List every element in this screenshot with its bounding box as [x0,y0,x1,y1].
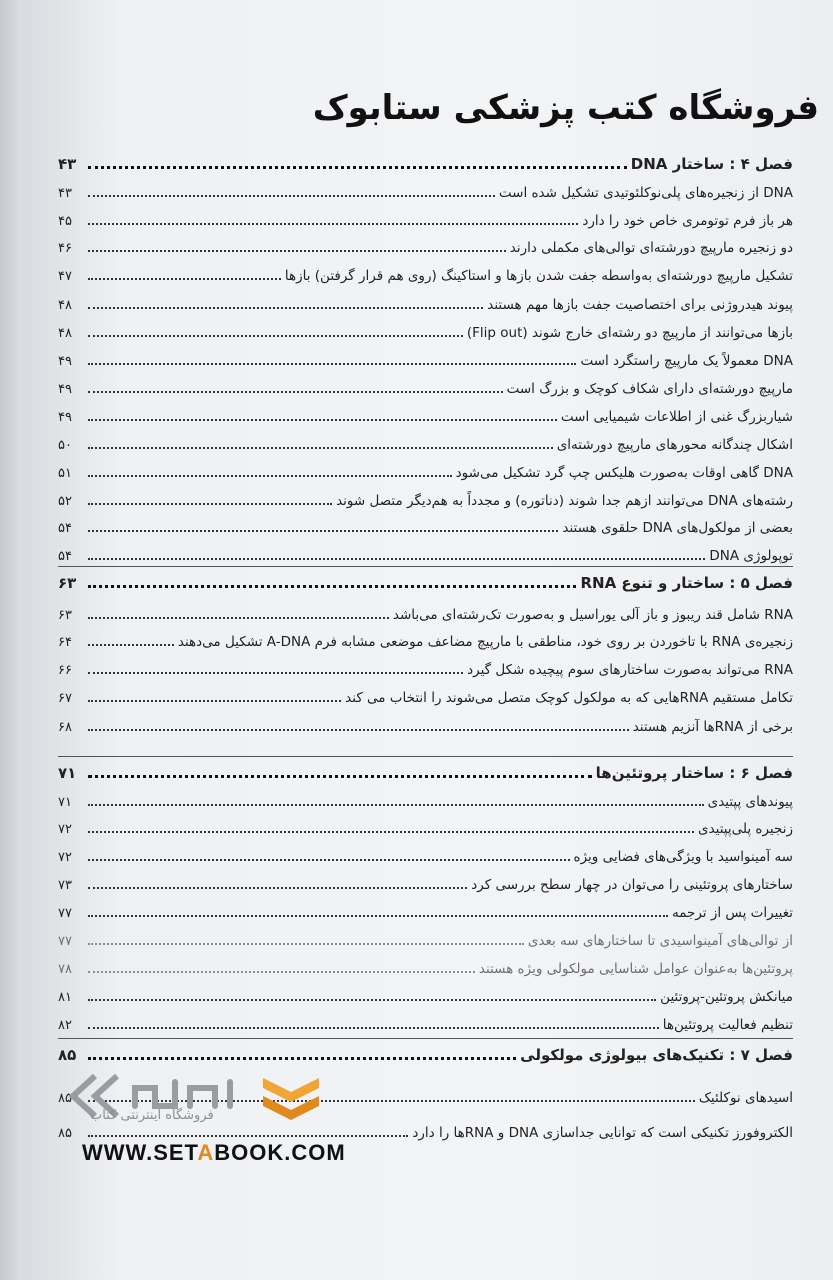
leader-dots [88,503,332,505]
page-number: ۴۸ [58,326,72,341]
toc-row [58,815,793,837]
toc-row [58,403,793,425]
chapter-title: فصل ۵ : ساختار و تنوع RNA [580,574,793,592]
leader-dots [88,672,463,674]
leader-dots [88,250,506,252]
watermark-url[interactable]: WWW.SETABOOK.COM [82,1140,346,1165]
page-number: ۴۳ [58,186,72,201]
section-title: تشکیل مارپیچ دورشته‌ای به‌واسطه جفت شدن بازها و استاکینگ (روی هم قرار گرفتن) بازها [284,268,793,284]
chapter-title: فصل ۶ : ساختار پروتئین‌ها [595,764,793,782]
section-title: تکامل مستقیم RNAهایی که به مولکول کوچک متصل می‌شوند را انتخاب می کند [345,690,793,706]
toc-row [58,319,793,341]
section-title: تنظیم فعالیت پروتئین‌ها [662,1017,793,1033]
page-number: ۴۵ [58,214,72,229]
leader-dots [88,166,627,169]
leader-dots [88,419,557,421]
leader-dots [88,475,452,477]
page-number: ۷۱ [58,764,77,782]
book-shape-icon [263,1078,319,1120]
toc-row [58,179,793,201]
page-binding-edge [0,0,22,1280]
toc-row [58,955,793,977]
toc-row [58,1011,793,1033]
section-title: رشته‌های DNA می‌توانند ازهم جدا شوند (دناتوره) و مجدداً به هم‌دیگر متصل شوند [336,493,793,509]
section-title: پیوند هیدروژنی برای اختصاصیت جفت بازها مهم هستند [487,297,793,313]
page-number: ۴۳ [58,155,77,173]
leader-dots [88,1027,659,1029]
toc-row [58,459,793,481]
section-title: هر باز فرم توتومری خاص خود را دارد [582,213,793,229]
leader-dots [88,223,578,225]
leader-dots [88,391,503,393]
leader-dots [88,943,524,945]
page-number: ۴۸ [58,298,72,313]
leader-dots [88,644,174,646]
toc-row [58,684,793,706]
leader-dots [88,804,704,806]
section-title: دو زنجیره مارپیچ دورشته‌ای توالی‌های مکملی دارند [509,240,793,256]
leader-dots [88,775,592,778]
leader-dots [88,363,576,365]
leader-dots [88,307,483,309]
toc-row [58,713,793,735]
toc-row [58,207,793,229]
page-number: ۶۶ [58,663,72,678]
page-number: ۴۹ [58,354,72,369]
setabook-wordmark-icon [135,1082,230,1106]
section-title: سه آمینواسید با ویژگی‌های فضایی ویژه [573,849,793,865]
page-number: ۸۵ [58,1126,72,1141]
page-number: ۷۱ [58,795,72,810]
leader-dots [88,278,281,280]
section-title: تغییرات پس از ترجمه [671,905,793,921]
toc-row [58,628,793,650]
page-number: ۶۳ [58,608,72,623]
leader-dots [88,859,570,861]
page-number: ۷۲ [58,850,72,865]
section-title: از توالی‌های آمینواسیدی تا ساختارهای سه بعدی [527,933,793,949]
page-number: ۸۵ [58,1046,77,1064]
chapter-title: فصل ۷ : تکنیک‌های بیولوژی مولکولی [520,1046,793,1064]
page-number: ۶۳ [58,574,77,592]
toc-row [58,487,793,509]
section-title: اسیدهای نوکلئیک [698,1090,793,1106]
leader-dots [88,195,495,197]
page-number: ۴۹ [58,410,72,425]
page-number: ۸۱ [58,990,72,1005]
section-title: شیاربزرگ غنی از اطلاعات شیمیایی است [560,409,793,425]
leader-dots [88,1135,408,1137]
toc-chapter-row [58,570,793,592]
section-title: برخی از RNAها آنزیم هستند [632,719,793,735]
toc-row [58,542,793,564]
page-number: ۷۷ [58,934,72,949]
toc-row [58,347,793,369]
leader-dots [88,700,341,702]
section-title: بازها می‌توانند از مارپیچ دو رشته‌ای خارج شوند (Flip out) [466,325,793,341]
page-number: ۵۱ [58,466,72,481]
section-title: DNA گاهی اوقات به‌صورت هلیکس چپ گرد تشکیل می‌شود [455,465,793,481]
toc-chapter-row [58,760,793,782]
toc-row [58,431,793,453]
leader-dots [88,585,576,588]
section-title: توپولوژی DNA [709,548,793,564]
leader-dots [88,617,389,619]
leader-dots [88,558,705,560]
page-number: ۵۲ [58,494,72,509]
page-number: ۴۷ [58,269,72,284]
page-number: ۷۷ [58,906,72,921]
toc-row [58,927,793,949]
chapter-divider [58,566,793,567]
section-title: RNA شامل قند ریبوز و باز آلی یوراسیل و به‌صورت تک‌رشته‌ای می‌باشد [392,607,793,623]
page-number: ۶۴ [58,635,72,650]
toc-row [58,375,793,397]
section-title: میانکش پروتئین-پروتئین [660,989,793,1005]
page-number: ۸۲ [58,1018,72,1033]
page-number: ۸۵ [58,1091,72,1106]
leader-dots [88,971,475,973]
leader-dots [88,887,467,889]
leader-dots [88,999,656,1001]
leader-dots [88,447,553,449]
page-number: ۴۶ [58,241,72,256]
section-title: RNA می‌تواند به‌صورت ساختارهای سوم پیچیده شکل گیرد [467,662,793,678]
page-number: ۷۸ [58,962,72,977]
section-title: پیوندهای پپتیدی [707,794,793,810]
store-title: فروشگاه کتب پزشکی ستابوک [312,88,819,128]
leader-dots [88,915,668,917]
page-number: ۶۸ [58,720,72,735]
page-number: ۷۳ [58,878,72,893]
chapter-divider [58,756,793,757]
toc-row [58,601,793,623]
page-number: ۵۴ [58,549,72,564]
watermark-subtitle: فروشگاه اینترنتی کتاب [90,1108,214,1123]
toc-row [58,262,793,284]
section-title: زنجیره پلی‌پپتیدی [698,821,793,837]
section-title: پروتئین‌ها به‌عنوان عوامل شناسایی مولکولی ویژه هستند [478,961,793,977]
toc-row [58,871,793,893]
page-number: ۵۰ [58,438,72,453]
leader-dots [88,729,629,731]
toc-row [58,843,793,865]
toc-row [58,234,793,256]
page-number: ۶۷ [58,691,72,706]
toc-chapter-row [58,151,793,173]
toc-row [58,291,793,313]
toc-row [58,788,793,810]
section-title: بعضی از مولکول‌های DNA حلقوی هستند [562,520,793,536]
page-number: ۵۴ [58,521,72,536]
toc-row [58,656,793,678]
leader-dots [88,530,558,532]
section-title: ساختارهای پروتئینی را می‌توان در چهار سطح بررسی کرد [471,877,793,893]
section-title: DNA معمولاً یک مارپیچ راستگرد است [580,353,793,369]
leader-dots [88,831,694,833]
chapter-title: فصل ۴ : ساختار DNA [630,155,793,173]
section-title: اشکال چندگانه محورهای مارپیچ دورشته‌ای [556,437,793,453]
toc-row [58,899,793,921]
toc-row [58,983,793,1005]
leader-dots [88,335,463,337]
section-title: الکتروفورز تکنیکی است که توانایی جداسازی DNA و RNAها را دارد [412,1125,793,1141]
chapter-divider [58,1038,793,1039]
toc-row [58,514,793,536]
section-title: زنجیره‌ی RNA با تاخوردن بر روی خود، مناطقی با مارپیچ مضاعف موضعی مشابه فرم A-DNA تشکیل می‌دهند [177,634,793,650]
page-number: ۷۲ [58,822,72,837]
page-number: ۴۹ [58,382,72,397]
section-title: DNA از زنجیره‌های پلی‌نوکلئوتیدی تشکیل شده است [498,185,793,201]
section-title: مارپیچ دورشته‌ای دارای شکاف کوچک و بزرگ است [506,381,793,397]
